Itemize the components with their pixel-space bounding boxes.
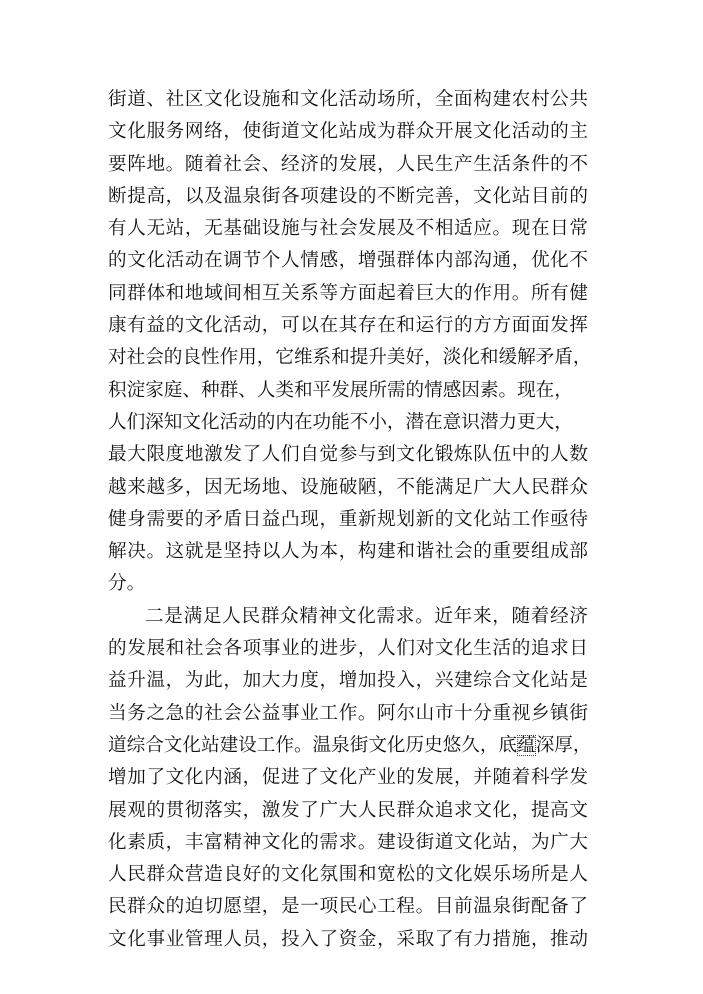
text-line: 积淀家庭、种群、人类和平发展所需的情感因素。现在， xyxy=(108,379,573,401)
text-line: 二是满足人民群众精神文化需求。近年来，随着经济 xyxy=(145,605,588,627)
text-line: 解决。这就是坚持以人为本，构建和谐社会的重要组成部 xyxy=(108,541,588,563)
text-line: 民群众的迫切愿望，是一项民心工程。目前温泉街配备了 xyxy=(108,896,588,918)
text-line: 增加了文化内涵，促进了文化产业的发展，并随着科学发 xyxy=(108,767,588,789)
text-segment: 深厚， xyxy=(535,734,592,756)
text-line: 当务之急的社会公益事业工作。阿尔山市十分重视乡镇街 xyxy=(108,702,588,724)
text-line: 展观的贯彻落实，激发了广大人民群众追求文化，提高文 xyxy=(108,799,588,821)
text-line: 康有益的文化活动，可以在其存在和运行的方方面面发挥 xyxy=(108,315,588,337)
text-segment: 道综合文化站建设工作。温泉街文化历史悠久，底 xyxy=(108,734,518,756)
text-line: 同群体和地域间相互关系等方面起着巨大的作用。所有健 xyxy=(108,282,588,304)
text-line: 健身需要的矛盾日益凸现，重新规划新的文化站工作亟待 xyxy=(108,508,588,530)
text-line-with-mark xyxy=(108,730,592,762)
text-line: 要阵地。随着社会、经济的发展，人民生产生活条件的不 xyxy=(108,153,588,175)
text-line: 文化事业管理人员，投入了资金，采取了有力措施，推动 xyxy=(108,928,588,950)
text-line: 越来越多，因无场地、设施破陋，不能满足广大人民群众 xyxy=(108,476,588,498)
text-line: 益升温，为此，加大力度，增加投入，兴建综合文化站是 xyxy=(108,670,588,692)
paragraph-2 xyxy=(108,601,592,956)
text-line: 人们深知文化活动的内在功能不小，潜在意识潜力更大， xyxy=(108,411,573,433)
text-line: 的文化活动在调节个人情感，增强群体内部沟通，优化不 xyxy=(108,250,588,272)
text-line: 有人无站，无基础设施与社会发展及不相适应。现在日常 xyxy=(108,218,588,240)
text-line: 最大限度地激发了人们自觉参与到文化锻炼队伍中的人数 xyxy=(108,444,588,466)
text-line: 分。 xyxy=(108,573,146,595)
text-line: 街道、社区文化设施和文化活动场所，全面构建农村公共 xyxy=(108,89,588,110)
text-line: 化素质，丰富精神文化的需求。建设街道文化站，为广大 xyxy=(108,831,588,853)
text-line: 的发展和社会各项事业的进步，人们对文化生活的追求日 xyxy=(108,638,588,660)
text-line: 断提高，以及温泉街各项建设的不断完善，文化站目前的 xyxy=(108,185,588,207)
text-line: 文化服务网络，使街道文化站成为群众开展文化活动的主 xyxy=(108,121,588,143)
text-line: 对社会的良性作用，它维系和提升美好，淡化和缓解矛盾， xyxy=(108,347,592,369)
marked-character: 蕴 xyxy=(517,734,536,756)
paragraph-1 xyxy=(108,84,592,601)
document-page xyxy=(108,84,592,956)
text-line: 人民群众营造良好的文化氛围和宽松的文化娱乐场所是人 xyxy=(108,864,588,886)
